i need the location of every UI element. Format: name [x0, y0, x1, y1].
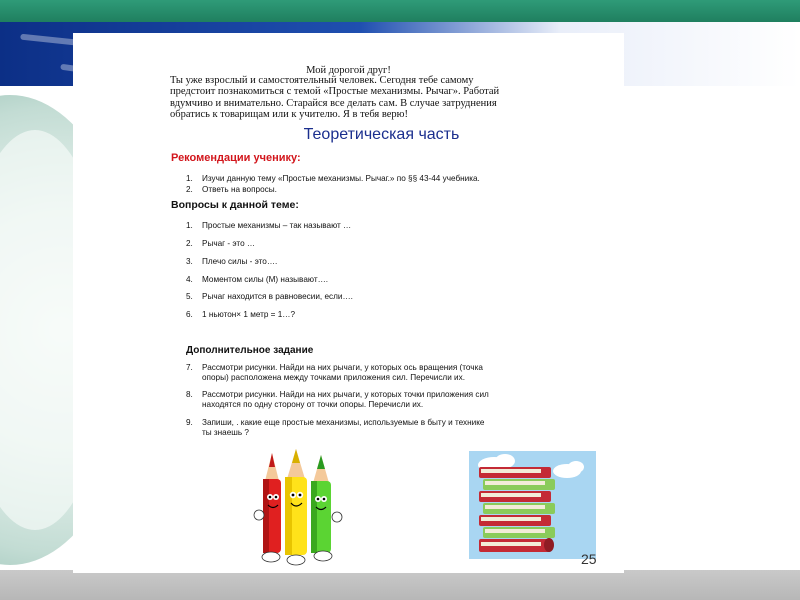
question-item: 5. Рычаг находится в равновесии, если….	[186, 292, 353, 301]
intro-line: вдумчиво и внимательно. Старайся все делать сам. В случае затруднения	[170, 97, 497, 109]
question-item: 1. Простые механизмы – так называют …	[186, 221, 352, 230]
question-item: 3. Плечо силы - это….	[186, 257, 278, 266]
intro-line: Ты уже взрослый и самостоятельный человек. Сегодня тебе самому	[170, 75, 474, 86]
intro-line: предстоит познакомиться с темой «Простые механизмы. Рычаг». Работай	[170, 86, 500, 98]
list-item: 2. Ответь на вопросы.	[186, 184, 277, 194]
intro-line: обратись к товарищам или к учителю. Я в тебя верю!	[170, 108, 409, 120]
slide-bottom-band	[0, 570, 800, 600]
list-item: 1. Изучи данную тему «Простые механизмы. Рычаг.» по §§ 43-44 учебника.	[186, 174, 480, 183]
pencils-illustration	[251, 445, 351, 570]
recommendations-list	[186, 174, 480, 195]
questions-heading: Вопросы к данной теме:	[171, 199, 299, 211]
extra-task-item: 7. Рассмотри рисунки. Найди на них рычаги, у которых ось вращения (точка опоры) расположена между точками приложения сил. Перечисли их.	[186, 363, 483, 382]
extra-task-item: 9. Запиши, . какие еще простые механизмы, используемые в быту и технике ты знаешь ?	[186, 418, 485, 437]
greeting: Мой дорогой друг!	[306, 65, 391, 76]
recommendations-heading: Рекомендации ученику:	[171, 152, 301, 164]
slide-top-band	[0, 0, 800, 22]
intro-paragraph	[170, 75, 570, 120]
books-illustration	[469, 451, 596, 559]
question-item: 4. Моментом силы (М) называют….	[186, 275, 329, 284]
question-item: 2. Рычаг - это …	[186, 239, 256, 248]
slide-number: 25	[581, 551, 597, 567]
extra-task-heading: Дополнительное задание	[186, 345, 314, 356]
worksheet-page	[73, 33, 624, 573]
question-item: 6. 1 ньютон× 1 метр = 1…?	[186, 310, 296, 319]
section-title: Теоретическая часть	[303, 126, 460, 143]
extra-task-item: 8. Рассмотри рисунки. Найди на них рычаги, у которых точки приложения сил находятся по одну сторону от точки опоры. Перечисли их.	[186, 390, 489, 409]
